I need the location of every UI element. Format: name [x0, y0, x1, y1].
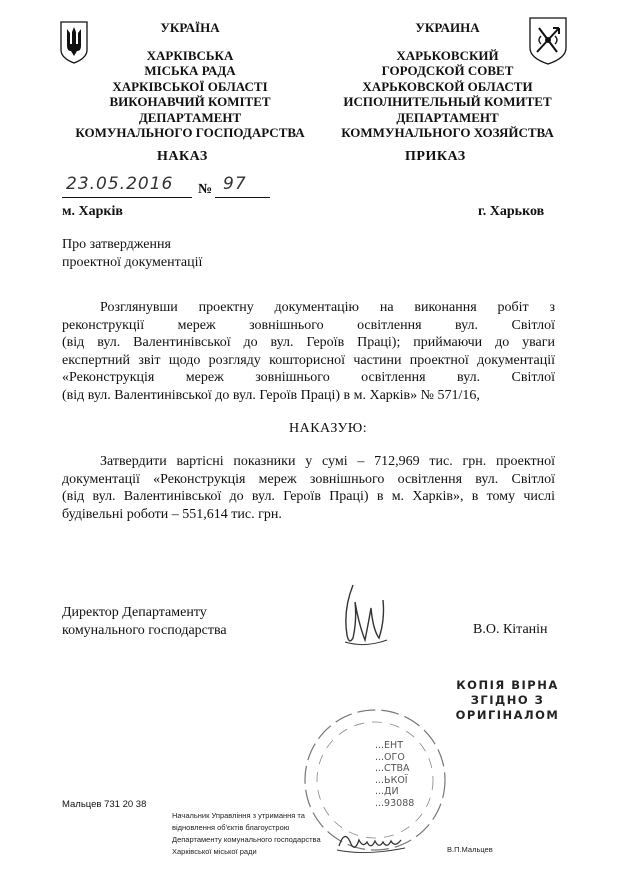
- director-signature: [335, 580, 395, 650]
- paragraph-line: «Реконструкція мереж зовнішнього освітлення вул. Світлої: [62, 370, 555, 385]
- header-left-country: УКРАЇНА: [160, 20, 220, 35]
- certifier-block: [172, 810, 332, 858]
- order-number-sign: №: [198, 182, 213, 197]
- city-russian: г. Харьков: [478, 204, 545, 219]
- subject-line: проектної документації: [62, 255, 203, 270]
- round-seal-line: ...ОГО: [375, 751, 405, 763]
- signatory-title: [62, 604, 227, 640]
- certifier-line: Харківської міської ради: [172, 847, 257, 856]
- doc-type-russian: ПРИКАЗ: [405, 149, 466, 164]
- paragraph-1: [62, 299, 555, 404]
- round-seal-line: ...ЕНТ: [375, 740, 404, 751]
- subject-line: Про затвердження: [62, 237, 171, 252]
- paragraph-line: експертний звіт щодо розгляду кошторисної частини проектної документації: [62, 352, 555, 368]
- round-seal-line: ...ЬКОЇ: [375, 774, 408, 786]
- header-right-line: ДЕПАРТАМЕНТ: [396, 109, 499, 125]
- paragraph-line: документації «Реконструкція мереж зовнішнього освітлення вул. Світлої: [62, 471, 555, 487]
- signatory-name: В.О. Кітанін: [473, 622, 548, 637]
- header-right-line: ГОРОДСКОЙ СОВЕТ: [381, 63, 514, 78]
- certified-copy-stamp: [455, 678, 560, 723]
- paragraph-line: Розглянувши проектну документацію на виконання робіт з: [100, 300, 555, 315]
- certifier-line: відновлення об'єктів благоустрою: [172, 823, 290, 832]
- certified-copy-stamp-line: КОПІЯ ВІРНА: [456, 678, 559, 692]
- header-left-line: ХАРКІВСЬКОЇ ОБЛАСТІ: [112, 78, 268, 94]
- header-left-line: МІСЬКА РАДА: [144, 63, 236, 78]
- subject: [62, 236, 202, 272]
- header-left: [70, 20, 310, 141]
- certifier-name: В.П.Мальцев: [447, 845, 493, 854]
- signatory-title-line: Директор Департаменту: [62, 605, 207, 620]
- order-number-underline: [215, 197, 270, 198]
- header-right-line: ХАРЬКОВСКИЙ: [396, 47, 499, 63]
- paragraph-line: (від вул. Валентинівської до вул. Героїв Праці) в м. Харків», в тому числі: [62, 489, 555, 504]
- doc-type-ukrainian: НАКАЗ: [157, 149, 208, 164]
- header-left-line: ВИКОНАВЧИЙ КОМІТЕТ: [109, 94, 271, 109]
- certifier-signature: [335, 822, 415, 858]
- round-seal-text: [375, 740, 414, 809]
- paragraph-line: будівельні роботи – 551,614 тис. грн.: [62, 506, 282, 522]
- order-date-underline: [62, 197, 192, 198]
- order-number: 97: [223, 174, 247, 194]
- header-left-line: ДЕПАРТАМЕНТ: [138, 109, 242, 125]
- header-right-country: УКРАИНА: [415, 20, 480, 35]
- paragraph-line: реконструкції мереж зовнішнього освітлення вул. Світлої: [62, 317, 555, 333]
- header-left-line: КОМУНАЛЬНОГО ГОСПОДАРСТВА: [75, 125, 305, 140]
- round-seal-line: ...ДИ: [375, 786, 399, 797]
- signatory-title-line: комунального господарства: [62, 623, 227, 638]
- certified-copy-stamp-line: ЗГІДНО З: [470, 693, 545, 707]
- header-right-line: КОММУНАЛЬНОГО ХОЗЯЙСТВА: [341, 125, 554, 140]
- paragraph-line: (від вул. Валентинівської до вул. Героїв Праці); приймаючи до уваги: [62, 335, 555, 350]
- executor-contact: Мальцев 731 20 38: [62, 799, 147, 810]
- paragraph-2: [62, 453, 555, 523]
- certifier-line: Департаменту комунального господарства: [172, 835, 321, 844]
- city-ukrainian: м. Харків: [62, 204, 123, 219]
- order-word: НАКАЗУЮ:: [289, 421, 368, 436]
- header-right: [330, 20, 565, 141]
- paragraph-line: (від вул. Валентинівської до вул. Героїв Праці) в м. Харків» № 571/16,: [62, 387, 480, 403]
- round-seal-line: ...СТВА: [375, 763, 410, 774]
- paragraph-line: Затвердити вартісні показники у сумі – 712,969 тис. грн. проектної: [100, 454, 555, 469]
- round-seal-line: ...93088: [375, 797, 415, 809]
- header-right-line: ХАРЬКОВСКОЙ ОБЛАСТИ: [362, 78, 533, 94]
- header-right-line: ИСПОЛНИТЕЛЬНЫЙ КОМИТЕТ: [343, 94, 552, 109]
- certified-copy-stamp-line: ОРИГІНАЛОМ: [455, 708, 560, 722]
- header-left-line: ХАРКІВСЬКА: [146, 47, 234, 63]
- order-date: 23.05.2016: [66, 174, 174, 194]
- certifier-line: Начальник Управління з утримання та: [172, 811, 305, 820]
